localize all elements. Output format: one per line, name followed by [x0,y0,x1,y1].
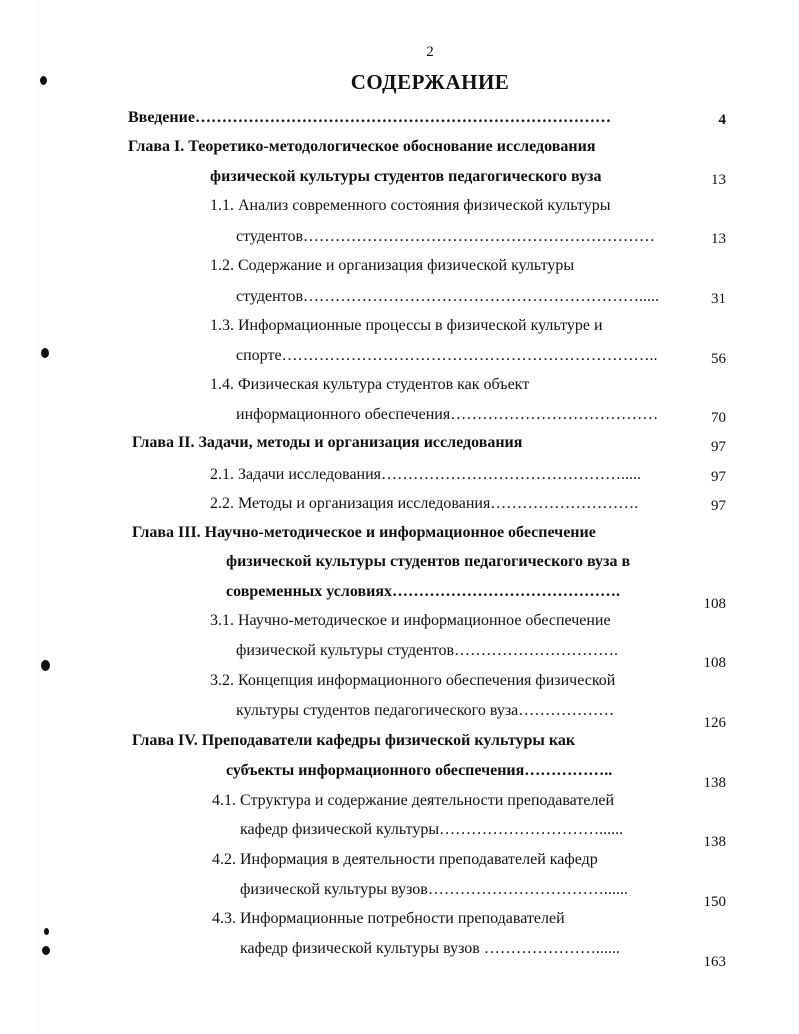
toc-section-1-3-line-1: 1.3. Информационные процессы в физической культуре и [210,317,603,334]
page-title: СОДЕРЖАНИЕ [350,70,510,94]
toc-section-1-3-line-2: спорте…………………………………………………………….. [236,347,658,364]
toc-section-3-2-line-1: 3.2. Концепция информационного обеспечения физической [210,672,616,689]
toc-section-2-2: 2.2. Методы и организация исследования………………………. [210,495,639,512]
toc-page-number: 126 [703,715,726,731]
toc-page-number: 13 [711,172,726,188]
toc-section-1-2-line-1: 1.2. Содержание и организация физической культуры [210,257,575,274]
toc-page-number: 70 [711,410,726,426]
toc-page-number: 163 [703,954,726,970]
binding-mark [41,660,50,671]
toc-section-4-2-line-2: физической культуры вузов……………………………...... [240,881,628,898]
toc-section-1-1-line-1: 1.1. Анализ современного состояния физической культуры [210,197,611,214]
toc-chapter-1-line-2: физической культуры студентов педагогического вуза [210,168,602,185]
toc-chapter-4-line-2: субъекты информационного обеспечения…………….. [226,762,613,779]
toc-page-number: 4 [718,112,726,128]
toc-chapter-1-line-1: Глава I. Теоретико-методологическое обоснование исследования [128,138,596,155]
binding-mark [42,946,50,955]
toc-section-4-2-line-1: 4.2. Информация в деятельности преподавателей кафедр [212,851,598,868]
toc-page-number: 97 [711,439,726,455]
toc-section-2-1: 2.1. Задачи исследования………………………………………..... [210,466,642,483]
toc-page-number: 108 [703,596,726,612]
toc-chapter-2: Глава II. Задачи, методы и организация исследования [132,434,523,451]
toc-section-1-1-line-2: студентов………………………………………………………… [236,228,656,245]
toc-page-number: 138 [703,775,726,791]
toc-chapter-3-line-1: Глава III. Научно-методическое и информационное обеспечение [132,524,596,541]
toc-entry-intro: Введение…………………………………………………………………… [128,109,611,126]
toc-section-4-1-line-1: 4.1. Структура и содержание деятельности преподавателей [212,792,615,809]
toc-section-3-1-line-1: 3.1. Научно-методическое и информационное обеспечение [210,612,611,629]
toc-chapter-3-line-3: современных условиях……………………………………. [226,583,620,600]
toc-section-4-3-line-2: кафедр физической культуры вузов …………………...... [240,940,620,957]
toc-chapter-3-line-2: физической культуры студентов педагогического вуза в [226,553,631,570]
toc-section-1-4-line-1: 1.4. Физическая культура студентов как объект [210,376,530,393]
toc-chapter-4-line-1: Глава IV. Преподаватели кафедры физической культуры как [132,732,576,749]
toc-page-number: 13 [711,231,726,247]
toc-page-number: 150 [703,894,726,910]
toc-page-number: 138 [703,834,726,850]
toc-page-number: 108 [703,655,726,671]
toc-page-number: 97 [711,469,726,485]
toc-section-3-2-line-2: культуры студентов педагогического вуза……………… [236,702,615,719]
toc-page-number: 56 [711,351,726,367]
toc-section-4-3-line-1: 4.3. Информационные потребности преподавателей [212,910,565,927]
toc-section-1-2-line-2: студентов………………………………………………………..... [236,288,660,305]
page-number: 2 [426,44,434,60]
toc-page-number: 31 [711,291,726,307]
toc-section-3-1-line-2: физической культуры студентов…………………………. [236,642,619,659]
toc-section-1-4-line-2: информационного обеспечения………………………………… [236,406,659,423]
toc-section-4-1-line-2: кафедр физической культуры…………………………...... [240,821,624,838]
binding-mark [44,928,49,935]
binding-mark [41,348,49,358]
page-edge-line [38,0,39,1034]
toc-page-number: 97 [711,498,726,514]
